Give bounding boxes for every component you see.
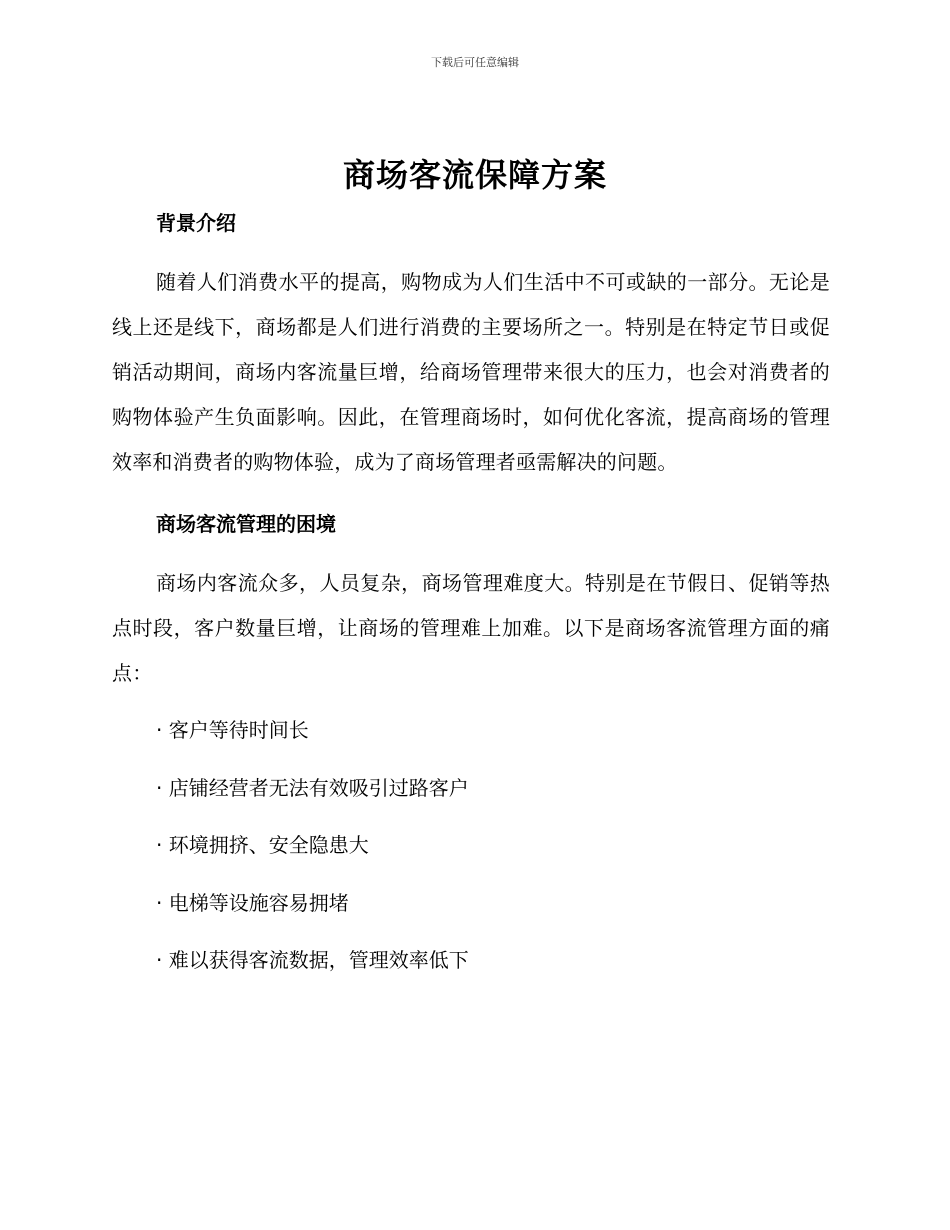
- section-heading-background: 背景介绍: [156, 211, 236, 235]
- list-item: · 难以获得客流数据，管理效率低下: [156, 948, 469, 972]
- section-heading-difficulties: 商场客流管理的困境: [156, 512, 336, 536]
- section-paragraph-background: 随着人们消费水平的提高，购物成为人们生活中不可或缺的一部分。无论是线上还是线下，商场都是人们进行消费的主要场所之一。特别是在特定节日或促销活动期间，商场内客流量巨增，给商场管理带来很大的压力，也会对消费者的购物体验产生负面影响。因此，在管理商场时，如何优化客流，提高商场的管理效率和消费者的购物体验，成为了商场管理者亟需解决的问题。: [112, 270, 830, 474]
- list-item: · 客户等待时间长: [156, 718, 309, 742]
- list-item: · 电梯等设施容易拥堵: [156, 890, 349, 915]
- list-item: · 店铺经营者无法有效吸引过路客户: [156, 775, 469, 800]
- section-paragraph-difficulties: 商场内客流众多，人员复杂，商场管理难度大。特别是在节假日、促销等热点时段，客户数量巨增，让商场的管理难上加难。以下是商场客流管理方面的痛点：: [112, 571, 830, 685]
- header-note: 下载后可任意编辑: [431, 56, 519, 69]
- pain-points-list: [112, 708, 830, 983]
- document-body: [112, 205, 830, 996]
- document-title: 商场客流保障方案: [342, 156, 607, 194]
- list-item: · 环境拥挤、安全隐患大: [156, 833, 369, 857]
